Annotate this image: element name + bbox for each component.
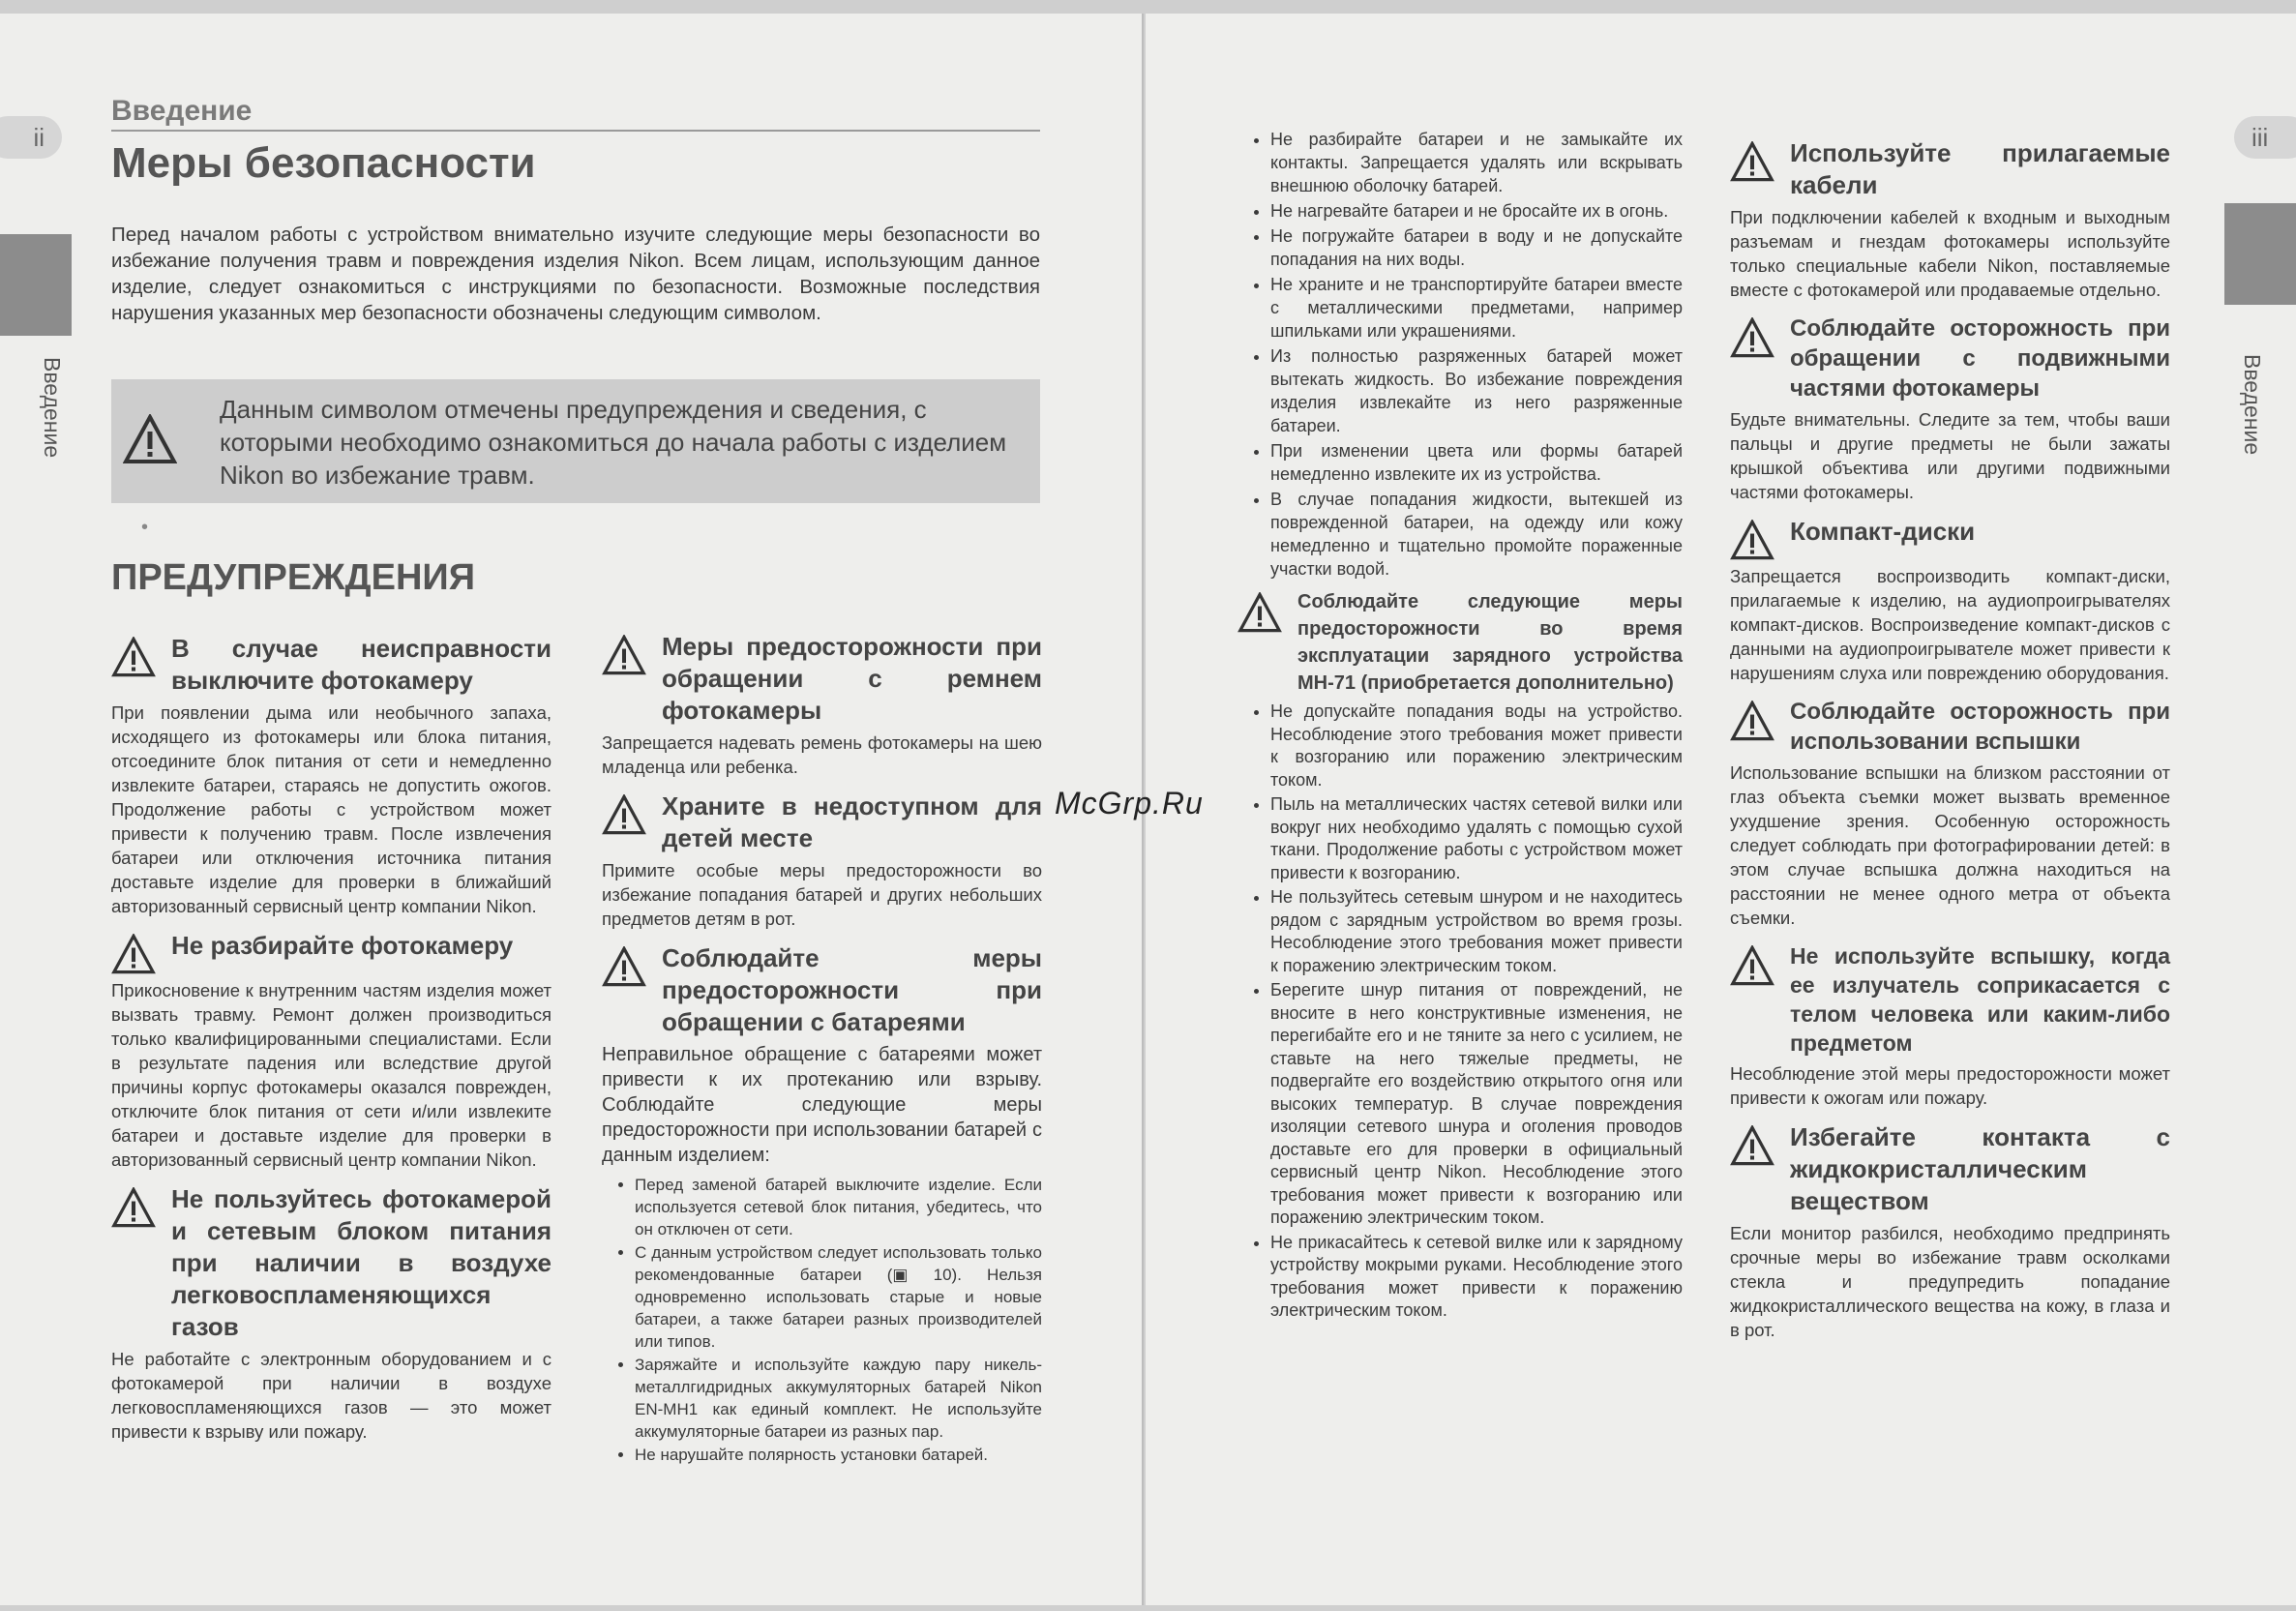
warning-icon (1730, 141, 1776, 182)
side-label-right: Введение (2240, 354, 2265, 456)
section-header (1730, 313, 2170, 403)
page-number-right: iii (2234, 116, 2296, 159)
page-title: Меры безопасности (111, 139, 536, 187)
page-number-left: ii (0, 116, 62, 159)
list-item: • Не нагревайте батареи и не бросайте их в огонь. (1270, 199, 1683, 223)
list-item: • Заряжайте и используйте каждую пару никель-металлгидридных аккумуляторных батарей Nikon EN-MH1 как единый комплект. Не используйте аккумуляторные батареи из разных пар. (635, 1354, 1042, 1443)
section-title: Не используйте вспышку, когда ее излучатель соприкасается с телом человека или каким-либо предметом (1790, 943, 2170, 1056)
side-tab-left (0, 234, 72, 336)
watermark-text: McGrp.Ru (1055, 786, 1204, 820)
section-title: Соблюдайте следующие меры предосторожности во время эксплуатации зарядного устройства MH-71 (приобретается дополнительно) (1297, 591, 1683, 694)
section-title: Компакт-диски (1790, 517, 1976, 546)
warning-icon (602, 635, 648, 675)
section-text: Прикосновение к внутренним частям изделия может вызвать травму. Ремонт должен производиться только квалифицированными специалистами. Если в результате падения или вследствие другой причины корпус фотокамеры оказался поврежден, отключите блок питания от сети и/или извлеките батареи и доставьте изделие для проверки в авторизованный сервисный центр компании Nikon. (111, 980, 552, 1170)
left-column-2 (602, 631, 1042, 1467)
list-item: • Не пользуйтесь сетевым шнуром и не находитесь рядом с зарядным устройством во время грозы. Несоблюдение этого требования может привести к поражению электрическим током. (1270, 886, 1683, 977)
section-text: Неправильное обращение с батареями может привести к их протеканию или взрыву. Соблюдайте следующие меры предосторожности при использовании батарей с данным изделием: (602, 1044, 1042, 1166)
section-title: Используйте прилагаемые кабели (1790, 138, 2170, 199)
section-header (1730, 1121, 2170, 1217)
list-item: • Не разбирайте батареи и не замыкайте их контакты. Запрещается удалять или вскрывать внешнюю оболочку батарей. (1270, 128, 1683, 197)
left-column-1 (111, 633, 552, 1455)
list-item: • Перед заменой батарей выключите изделие. Если используется сетевой блок питания, убедитесь, что он отключен от сети. (635, 1174, 1042, 1240)
warning-icon (602, 946, 648, 987)
section-title: В случае неисправности выключите фотокамеру (171, 634, 552, 695)
list-item: • Берегите шнур питания от повреждений, не вносите в него конструктивные изменения, не перегибайте его и не тяните за него с усилием, не ставьте на него тяжелые предметы, не подвергайте его воздействию открытого огня или высоких температур. В случае повреждения изоляции сетевого шнура и оголения проводов доставьте его для проверки в официальный сервисный центр Nikon. Несоблюдение этого требования может привести к возгоранию или поражению электрическим током. (1270, 979, 1683, 1230)
side-label-left: Введение (40, 357, 65, 459)
section-title: Избегайте контакта с жидкокристаллическим веществом (1790, 1122, 2170, 1215)
list-item: • При изменении цвета или формы батарей немедленно извлеките их из устройства. (1270, 439, 1683, 486)
callout-text: Данным символом отмечены предупреждения и сведения, с которыми необходимо ознакомиться до начала работы с изделием Nikon во избежание травм. (220, 395, 1007, 490)
section-text: Будьте внимательны. Следите за тем, чтобы ваши пальцы и другие предметы не были зажаты крышкой объектива или другими подвижными частями фотокамеры. (1730, 409, 2170, 502)
warning-icon (1730, 945, 1776, 986)
list-item: • Не погружайте батареи в воду и не допускайте попадания на них воды. (1270, 224, 1683, 271)
right-column-2 (1730, 137, 2170, 1354)
section-text: Запрещается воспроизводить компакт-диски, прилагаемые к изделию, на аудиопроигрывателях компакт-дисков. Воспроизведение компакт-дисков с данными на аудиопроигрывателе может привести к нарушениям слуха или повреждению оборудования. (1730, 566, 2170, 683)
section-title: Меры предосторожности при обращении с ремнем фотокамеры (662, 632, 1042, 725)
warning-icon (1730, 520, 1776, 560)
section-text: При появлении дыма или необычного запаха, исходящего из фотокамеры или блока питания, отсоедините блок питания от сети и немедленно извлеките батареи, стараясь не допустить ожогов. Продолжение работы с устройством может привести к получению травм. После извлечения батареи или отключения источника питания доставьте изделие для проверки в ближайший авторизованный сервисный центр компании Nikon. (111, 702, 552, 916)
list-item: • Из полностью разряженных батарей может вытекать жидкость. Во избежание повреждения изделия извлекайте из него разряженные батареи. (1270, 344, 1683, 437)
section-header (602, 942, 1042, 1038)
bullet-dot: • (141, 517, 149, 538)
section-header (602, 631, 1042, 727)
section-header (1237, 588, 1683, 697)
list-item: • Не допускайте попадания воды на устройство. Несоблюдение этого требования может привести к возгоранию или поражению электрическим током. (1270, 701, 1683, 791)
warnings-heading: ПРЕДУПРЕЖДЕНИЯ (111, 557, 476, 598)
section-header (111, 1183, 552, 1343)
left-page (0, 14, 1144, 1605)
section-header (1730, 697, 2170, 757)
section-title: Соблюдайте меры предосторожности при обращении с батареями (662, 943, 1042, 1036)
warning-icon (602, 794, 648, 835)
section-header (1730, 516, 2170, 560)
battery-bullet-list (1237, 128, 1683, 581)
list-item: • Пыль на металлических частях сетевой вилки или вокруг них необходимо удалять с помощью сухой ткани. Продолжение работы с устройством может привести к возгоранию. (1270, 793, 1683, 884)
section-title: Соблюдайте осторожность при использовании вспышки (1790, 699, 2170, 755)
charger-bullet-list (1237, 701, 1683, 1323)
section-header (1730, 941, 2170, 1058)
warning-icon (1730, 1125, 1776, 1166)
section-header (1730, 137, 2170, 201)
section-label: Введение (111, 95, 1040, 132)
section-text: Запрещается надевать ремень фотокамеры на шею младенца или ребенка. (602, 732, 1042, 777)
warning-icon (123, 414, 177, 464)
section-header (111, 633, 552, 697)
section-header (602, 791, 1042, 854)
right-column-1 (1237, 128, 1683, 1325)
right-page (1146, 14, 2296, 1605)
intro-paragraph: Перед началом работы с устройством внимательно изучите следующие меры безопасности во избежание получения травм и повреждения изделия Nikon. Всем лицам, использующим данное изделие, следует ознакомиться с инструкциями по безопасности. Возможные последствия нарушения указанных мер безопасности обозначены следующим символом. (111, 224, 1040, 324)
list-item: • В случае попадания жидкости, вытекшей из поврежденной батареи, на одежду или кожу немедленно и тщательно промойте пораженные участки водой. (1270, 488, 1683, 581)
warning-icon (1730, 701, 1776, 741)
section-text: Примите особые меры предосторожности во избежание попадания батарей и других небольших предметов детям в рот. (602, 860, 1042, 929)
section-text: Несоблюдение этой меры предосторожности может привести к ожогам или пожару. (1730, 1063, 2170, 1108)
warning-icon (1237, 592, 1284, 633)
section-title: Соблюдайте осторожность при обращении с подвижными частями фотокамеры (1790, 315, 2170, 402)
list-item: • Не нарушайте полярность установки батарей. (635, 1444, 1042, 1466)
section-text: Не работайте с электронным оборудованием и с фотокамерой при наличии в воздухе легковоспламеняющихся газов — это может привести к взрыву или пожару. (111, 1349, 552, 1442)
section-text: Если монитор разбился, необходимо предпринять срочные меры во избежание травм осколками стекла и предупредить попадание жидкокристаллического вещества на кожу, в глаза и в рот. (1730, 1223, 2170, 1340)
section-text: Использование вспышки на близком расстоянии от глаз объекта съемки может вызвать временное ухудшение зрения. Особенную осторожность следует соблюдать при фотографировании детей: в этом случае вспышка должна находиться на расстоянии не менее одного метра от объекта съемки. (1730, 762, 2170, 928)
warning-icon (1730, 317, 1776, 358)
list-item: • С данным устройством следует использовать только рекомендованные батареи (▣ 10). Нельзя одновременно использовать старые и новые батареи, а также батареи разных производителей или типов. (635, 1241, 1042, 1353)
warning-icon (111, 934, 158, 974)
section-header (111, 930, 552, 974)
battery-bullet-list (602, 1174, 1042, 1466)
warning-callout (111, 379, 1040, 503)
side-tab-right (2224, 203, 2296, 305)
section-title: Не пользуйтесь фотокамерой и сетевым блоком питания при наличии в воздухе легковоспламеняющихся газов (171, 1184, 552, 1341)
section-title: Храните в недоступном для детей месте (662, 791, 1042, 852)
warning-icon (111, 637, 158, 677)
section-text: При подключении кабелей к входным и выходным разъемам и гнездам фотокамеры используйте только специальные кабели Nikon, поставляемые вместе с фотокамерой или продаваемые отдельно. (1730, 207, 2170, 300)
section-title: Не разбирайте фотокамеру (171, 931, 514, 960)
list-item: • Не прикасайтесь к сетевой вилке или к зарядному устройству мокрыми руками. Несоблюдение этого требования может привести к поражению электрическим током. (1270, 1232, 1683, 1323)
list-item: • Не храните и не транспортируйте батареи вместе с металлическими предметами, например шпильками или украшениями. (1270, 273, 1683, 343)
warning-icon (111, 1187, 158, 1228)
